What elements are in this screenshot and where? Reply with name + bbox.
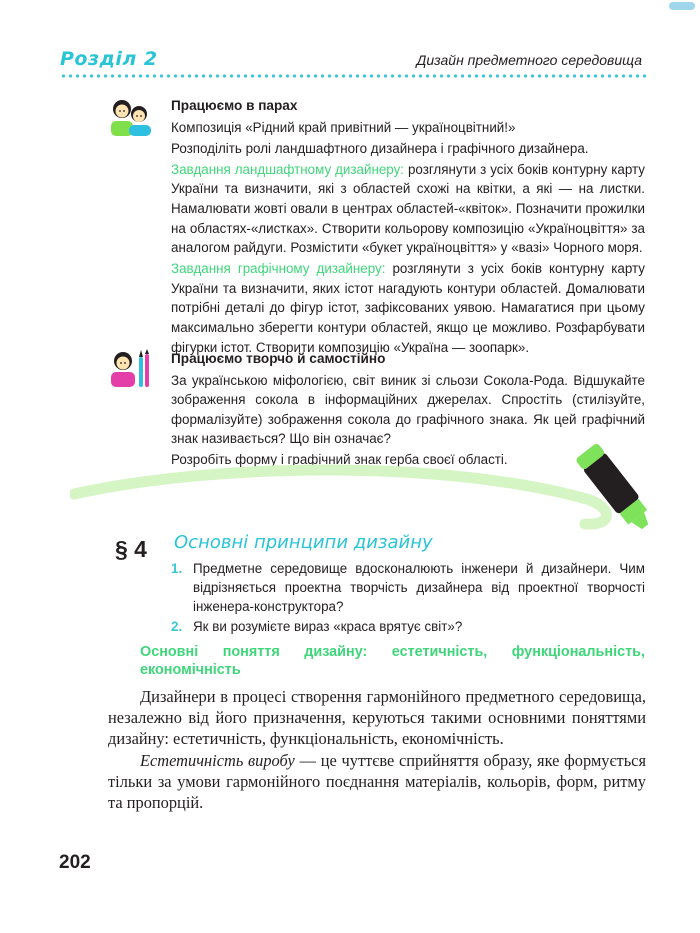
child-with-brushes-icon [106,349,156,387]
header-topic: Дизайн предметного середовища [416,52,642,68]
term-aesthetics: Естетичність виробу [140,751,295,770]
pairs-composition: Композиція «Рідний край привітний — україноцвітний!» [171,119,516,135]
pairs-roles: Розподіліть ролі ландшафтного дизайнера і графічного дизайнера. [171,140,589,156]
body-paragraph-2 [108,750,646,813]
question-number: 2. [171,619,183,634]
pairs-activity-title: Працюємо в парах [171,98,298,113]
paragraph-number: § 4 [115,536,147,562]
landscape-task-text: розглянути з усіх боків контурну карту України та визначити, які з областей схожі на квітки, а які — на листки. Намалювати жовті овали в центрах областей-«квіток». Позначити прожилки на областях-«листках». Створити кольорову композицію «Україноцвіття» за аналогом райдуги. Розмістити «букет україноцвіття» у «вазі» Чорного моря. [171,161,645,256]
question-number: 1. [171,561,183,576]
creative-activity-title: Працюємо творчо й самостійно [171,351,386,366]
body-paragraph-1: Дизайнери в процесі створення гармонійного предметного середовища, незалежно від його призначення, керуються такими основними поняттями дизайну: естетичність, функціональність, економічність. [108,687,646,748]
landscape-task [171,160,645,258]
corner-badge [669,2,695,10]
list-item [171,617,645,636]
concepts-heading: Основні поняття дизайну: естетичність, функціональність, економічність [140,644,645,678]
creative-activity-text: За українською міфологією, світ виник зі сльози Сокола-Рода. Відшукайте зображення сокола в інформаційних джерелах. Спростіть (стилізуйте, формалізуйте) зображення сокола до графічного знака. Як цей графічний знак називається? Що він означає? [171,372,645,447]
paragraph-title: Основні принципи дизайну [174,532,433,553]
term-definition: — це чуттєве сприйняття образу, яке формується тільки за умови гармонійного поєднання матеріалів, кольорів, форм, ритму та пропорцій. [108,751,646,812]
section-label: Розділ 2 [60,48,158,70]
header-dotted-rule [60,74,648,78]
graphic-task [171,259,645,357]
question-list [171,559,645,637]
page-number: 202 [59,852,91,873]
question-text: Предметне середовище вдосконалюють інженери й дизайнери. Чим відрізняється проектна творчість дизайнера від проектної творчості інженера-конструктора? [193,561,645,614]
two-children-icon [106,96,156,136]
landscape-task-label: Завдання ландшафтному дизайнеру: [171,161,405,177]
list-item [171,559,645,616]
graphic-task-text: розглянути з усіх боків контурну карту України та визначити, яких істот нагадують контури областей. Домалювати потрібні деталі до фігур істот, зафіксованих уявою. Намагатися при цьому максимально зберегти контури областей, якщо це можливо. Розфарбувати фігурки істот. Створити композицію «Україна — зоопарк». [171,261,645,355]
body-text [108,686,646,813]
question-text: Як ви розумієте вираз «краса врятує світ»? [193,619,463,634]
creative-activity-task: Розробіть форму і графічний знак герба своєї області. [171,452,508,468]
graphic-task-label: Завдання графічному дизайнеру: [171,261,386,277]
pairs-activity [171,96,645,359]
